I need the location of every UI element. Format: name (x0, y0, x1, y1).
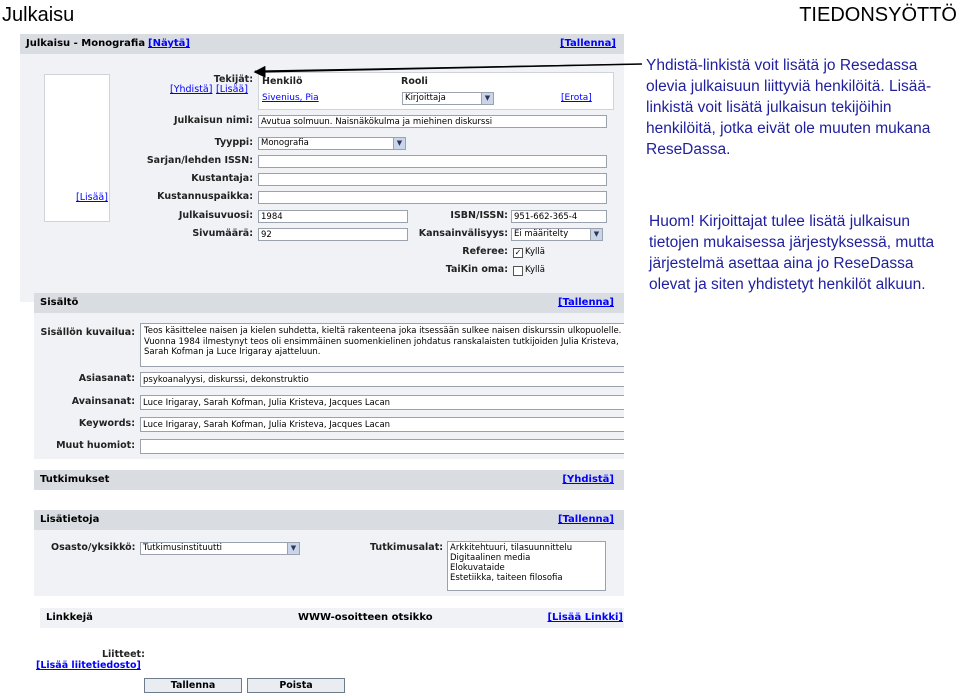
view-link[interactable]: [Näytä] (148, 38, 190, 49)
extra-save-link[interactable]: [Tallenna] (557, 514, 614, 525)
fields-listbox[interactable] (447, 541, 606, 591)
intl-value: Ei määritelty (514, 229, 569, 239)
remove-author-link[interactable]: [Erota] (561, 93, 592, 103)
attachments-label: Liitteet: (102, 649, 145, 660)
other-label: Muut huomiot: (56, 440, 135, 451)
referee-label: Referee: (462, 246, 508, 257)
referee-checkbox[interactable]: ✓ (514, 248, 522, 257)
place-input[interactable] (258, 191, 607, 204)
add-author-link[interactable]: [Lisää] (216, 84, 248, 95)
form-title: Julkaisu - Monografia (26, 38, 146, 49)
section-title: TIEDONSYÖTTÖ (799, 4, 957, 26)
add-link-link[interactable]: [Lisää Linkki] (547, 612, 623, 623)
content-save-link[interactable]: [Tallenna] (557, 297, 614, 308)
publication-form (20, 34, 624, 697)
chevron-down-icon: ▼ (481, 93, 493, 104)
pages-input[interactable]: 92 (258, 228, 408, 241)
image-add-link[interactable]: [Lisää] (76, 192, 108, 203)
extra-bar (34, 510, 624, 530)
isbn-label: ISBN/ISSN: (450, 210, 508, 221)
author-role-value: Kirjoittaja (405, 93, 446, 103)
subject-label: Asiasanat: (78, 373, 135, 384)
add-attachment-link[interactable]: [Lisää liitetiedosto] (36, 660, 141, 671)
publisher-label: Kustantaja: (191, 173, 253, 184)
links-title: Linkkejä (46, 612, 93, 623)
dept-value: Tutkimusinstituutti (143, 543, 223, 553)
annotation-note-2: Huom! Kirjoittajat tulee lisätä julkaisun tietojen mukaisessa järjestyksessä, mutta järjestelmä asettaa aina jo ReseDassa olevat ja siten yhdistetyt henkilöt alkuun. (649, 213, 935, 293)
links-col-title: WWW-osoitteen otsikko (298, 612, 433, 623)
form-header-bar (20, 34, 624, 54)
year-label: Julkaisuvuosi: (178, 210, 253, 221)
chevron-down-icon: ▼ (590, 229, 602, 240)
research-title: Tutkimukset (40, 474, 110, 485)
fields-label: Tutkimusalat: (370, 542, 444, 553)
authors-label: Tekijät: (213, 74, 253, 85)
keywords-label: Avainsanat: (71, 396, 135, 407)
subject-input[interactable]: psykoanalyysi, diskurssi, dekonstruktio (140, 372, 624, 387)
content-title: Sisältö (40, 297, 79, 308)
taikin-checkbox[interactable] (513, 266, 523, 276)
authors-col-person: Henkilö (262, 76, 303, 87)
name-input[interactable]: Avutua solmuun. Naisnäkökulma ja miehinen diskurssi (258, 115, 607, 128)
year-input[interactable]: 1984 (258, 210, 408, 223)
taikin-option: Kyllä (525, 265, 545, 275)
intl-select[interactable] (511, 228, 603, 241)
fields-option[interactable]: Arkkitehtuuri, tilasuunnittelu (450, 543, 573, 553)
keywords-input[interactable]: Luce Irigaray, Sarah Kofman, Julia Kristeva, Jacques Lacan (140, 395, 624, 410)
extra-title: Lisätietoja (40, 514, 100, 525)
dept-select[interactable] (140, 542, 300, 555)
fields-option[interactable]: Digitaalinen media (450, 553, 531, 563)
fields-option[interactable]: Elokuvataide (450, 563, 505, 573)
content-bar (34, 293, 624, 313)
series-input[interactable] (258, 155, 607, 168)
desc-textarea[interactable]: Teos käsittelee naisen ja kielen suhdetta, kieltä rakenteena joka itsessään sulkee naisen diskurssin ulkopuolelle. Vuonna 1984 ilmestynyt teos oli ensimmäinen suomenkielinen johdatus ranskalaisten tutkijoiden Julia Kristeva, Sarah Kofman ja Luce Irigaray ajatteluun. (140, 323, 624, 367)
research-join-link[interactable]: [Yhdistä] (562, 474, 614, 485)
taikin-label: TaiKin oma: (445, 264, 508, 275)
join-author-link[interactable]: [Yhdistä] (170, 84, 213, 95)
delete-button[interactable]: Poista (247, 678, 345, 693)
intl-label: Kansainvälisyys: (418, 228, 508, 239)
type-value: Monografia (261, 138, 309, 148)
isbn-input[interactable]: 951-662-365-4 (511, 210, 607, 223)
research-bar (34, 470, 624, 490)
publisher-input[interactable] (258, 173, 607, 186)
links-bar (40, 608, 624, 628)
other-input[interactable] (140, 439, 624, 454)
desc-label: Sisällön kuvailua: (40, 327, 135, 338)
dept-label: Osasto/yksikkö: (51, 542, 136, 553)
name-label: Julkaisun nimi: (173, 115, 253, 126)
kw-en-input[interactable]: Luce Irigaray, Sarah Kofman, Julia Kristeva, Jacques Lacan (140, 417, 624, 432)
authors-col-role: Rooli (401, 76, 428, 87)
type-select[interactable] (258, 137, 406, 150)
author-name[interactable]: Sivenius, Pia (262, 93, 319, 103)
slide-title: Julkaisu (2, 4, 75, 26)
fields-option[interactable]: Estetiikka, taiteen filosofia (450, 573, 563, 583)
referee-option: Kyllä (525, 247, 545, 257)
author-role-select[interactable] (402, 92, 494, 105)
chevron-down-icon: ▼ (393, 138, 405, 149)
chevron-down-icon: ▼ (287, 543, 299, 554)
save-button[interactable]: Tallenna (144, 678, 242, 693)
place-label: Kustannuspaikka: (157, 191, 253, 202)
kw-en-label: Keywords: (78, 418, 135, 429)
pages-label: Sivumäärä: (192, 228, 253, 239)
annotation-note-1: Yhdistä-linkistä voit lisätä jo Resedassa olevia julkaisuun liittyviä henkilöitä. Lisää-linkistä voit lisätä julkaisun tekijöihin henkilöitä, jotka eivät ole muuten mukana ReseDassa. (646, 57, 932, 158)
save-link-header[interactable]: [Tallenna] (559, 38, 616, 49)
series-label: Sarjan/lehden ISSN: (146, 155, 253, 166)
type-label: Tyyppi: (214, 137, 253, 148)
